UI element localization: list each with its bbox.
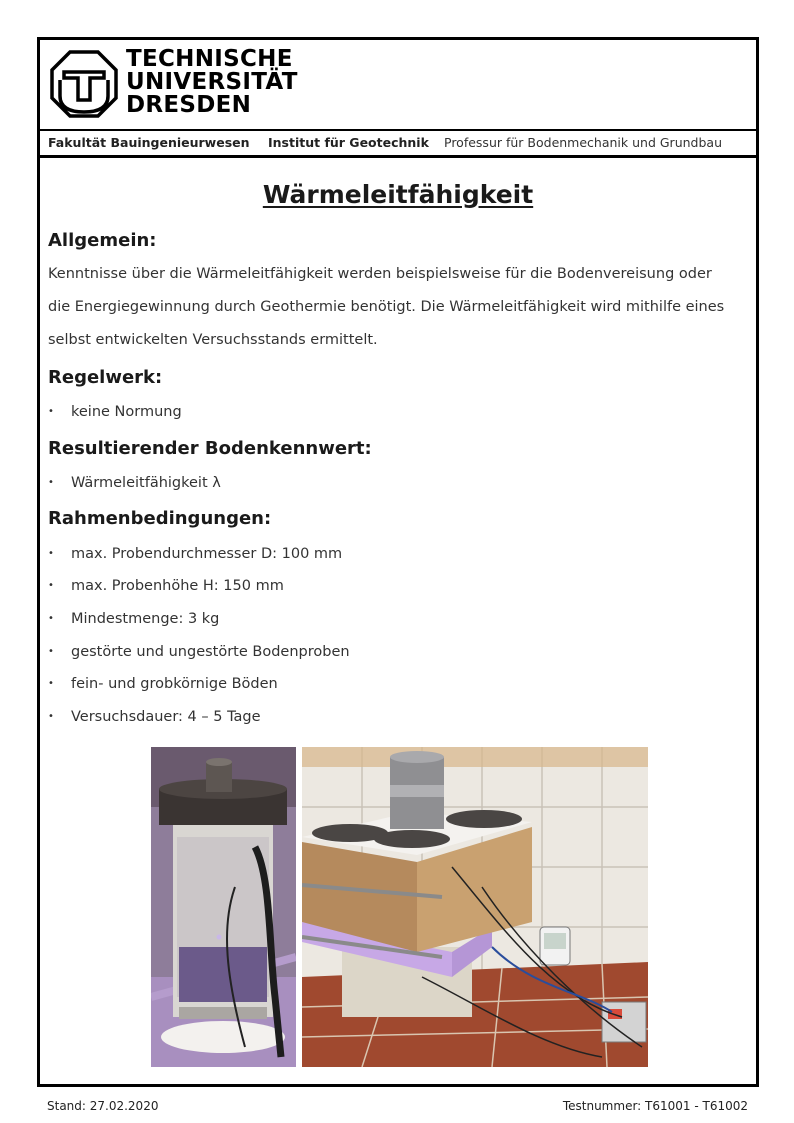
bullet-icon: • bbox=[48, 646, 54, 657]
professorship-name: Professur für Bodenmechanik und Grundbau bbox=[444, 135, 722, 150]
document-frame: TECHNISCHE UNIVERSITÄT DRESDEN Fakultät Bauingenieurwesen Institut für Geotechnik Professur für Bodenmechanik und Grundbau Wärmeleitfähigkeit Allgemein: Kenntnisse über die Wärmeleitfähigkeit werden beispielsweise für die Bodenvereisung oder die Energiegewinnung durch Geothermie benötigt. Die Wärmeleitfähigkeit wird mithilfe eines selbst entwickelten Versuchsstands ermittelt. Regelwerk: • keine Normung Resultierender Bodenkennwert: • Wärmeleitfähigkeit λ Rahmenbedingungen: • max. Probendurchmesser D: 100 mm • max. Probenhöhe H: 150 mm • Mindestmenge: 3 kg • gestörte und ungestörte Bodenproben • fein- und grobkörnige Böden • Versuchsdauer: 4 – 5 Tage bbox=[37, 37, 759, 1087]
logo-line-1: TECHNISCHE bbox=[126, 46, 293, 72]
bullet-icon: • bbox=[48, 477, 54, 488]
bullet-icon: • bbox=[48, 613, 54, 624]
paragraph-line: Kenntnisse über die Wärmeleitfähigkeit werden beispielsweise für die Bodenvereisung oder bbox=[48, 266, 712, 282]
bullet-icon: • bbox=[48, 711, 54, 722]
heading-rahmen: Rahmenbedingungen: bbox=[48, 508, 272, 529]
bullet-icon: • bbox=[48, 580, 54, 591]
institute-name: Institut für Geotechnik bbox=[268, 135, 429, 150]
paragraph-line: selbst entwickelten Versuchsstands ermittelt. bbox=[48, 332, 378, 348]
heading-allgemein: Allgemein: bbox=[48, 230, 157, 251]
page-title: Wärmeleitfähigkeit bbox=[262, 180, 534, 209]
footer-test-number: Testnummer: T61001 - T61002 bbox=[562, 1099, 748, 1113]
footer-date: Stand: 27.02.2020 bbox=[47, 1099, 159, 1113]
test-apparatus-photo bbox=[302, 747, 648, 1067]
faculty-name: Fakultät Bauingenieurwesen bbox=[48, 135, 250, 150]
logo-line-2: UNIVERSITÄT bbox=[126, 69, 298, 95]
bullet-icon: • bbox=[48, 678, 54, 689]
sample-cylinder-photo bbox=[151, 747, 296, 1067]
faculty-bar bbox=[40, 131, 756, 158]
tu-dresden-logo-icon bbox=[50, 50, 118, 118]
university-name bbox=[126, 48, 298, 117]
paragraph-line: die Energiegewinnung durch Geothermie benötigt. Die Wärmeleitfähigkeit wird mithilfe eines bbox=[48, 299, 725, 315]
logo-line-3: DRESDEN bbox=[126, 92, 252, 118]
bullet-icon: • bbox=[48, 406, 54, 417]
heading-kennwert: Resultierender Bodenkennwert: bbox=[48, 438, 372, 459]
bullet-icon: • bbox=[48, 548, 54, 559]
header bbox=[40, 40, 756, 131]
heading-regelwerk: Regelwerk: bbox=[48, 367, 163, 388]
